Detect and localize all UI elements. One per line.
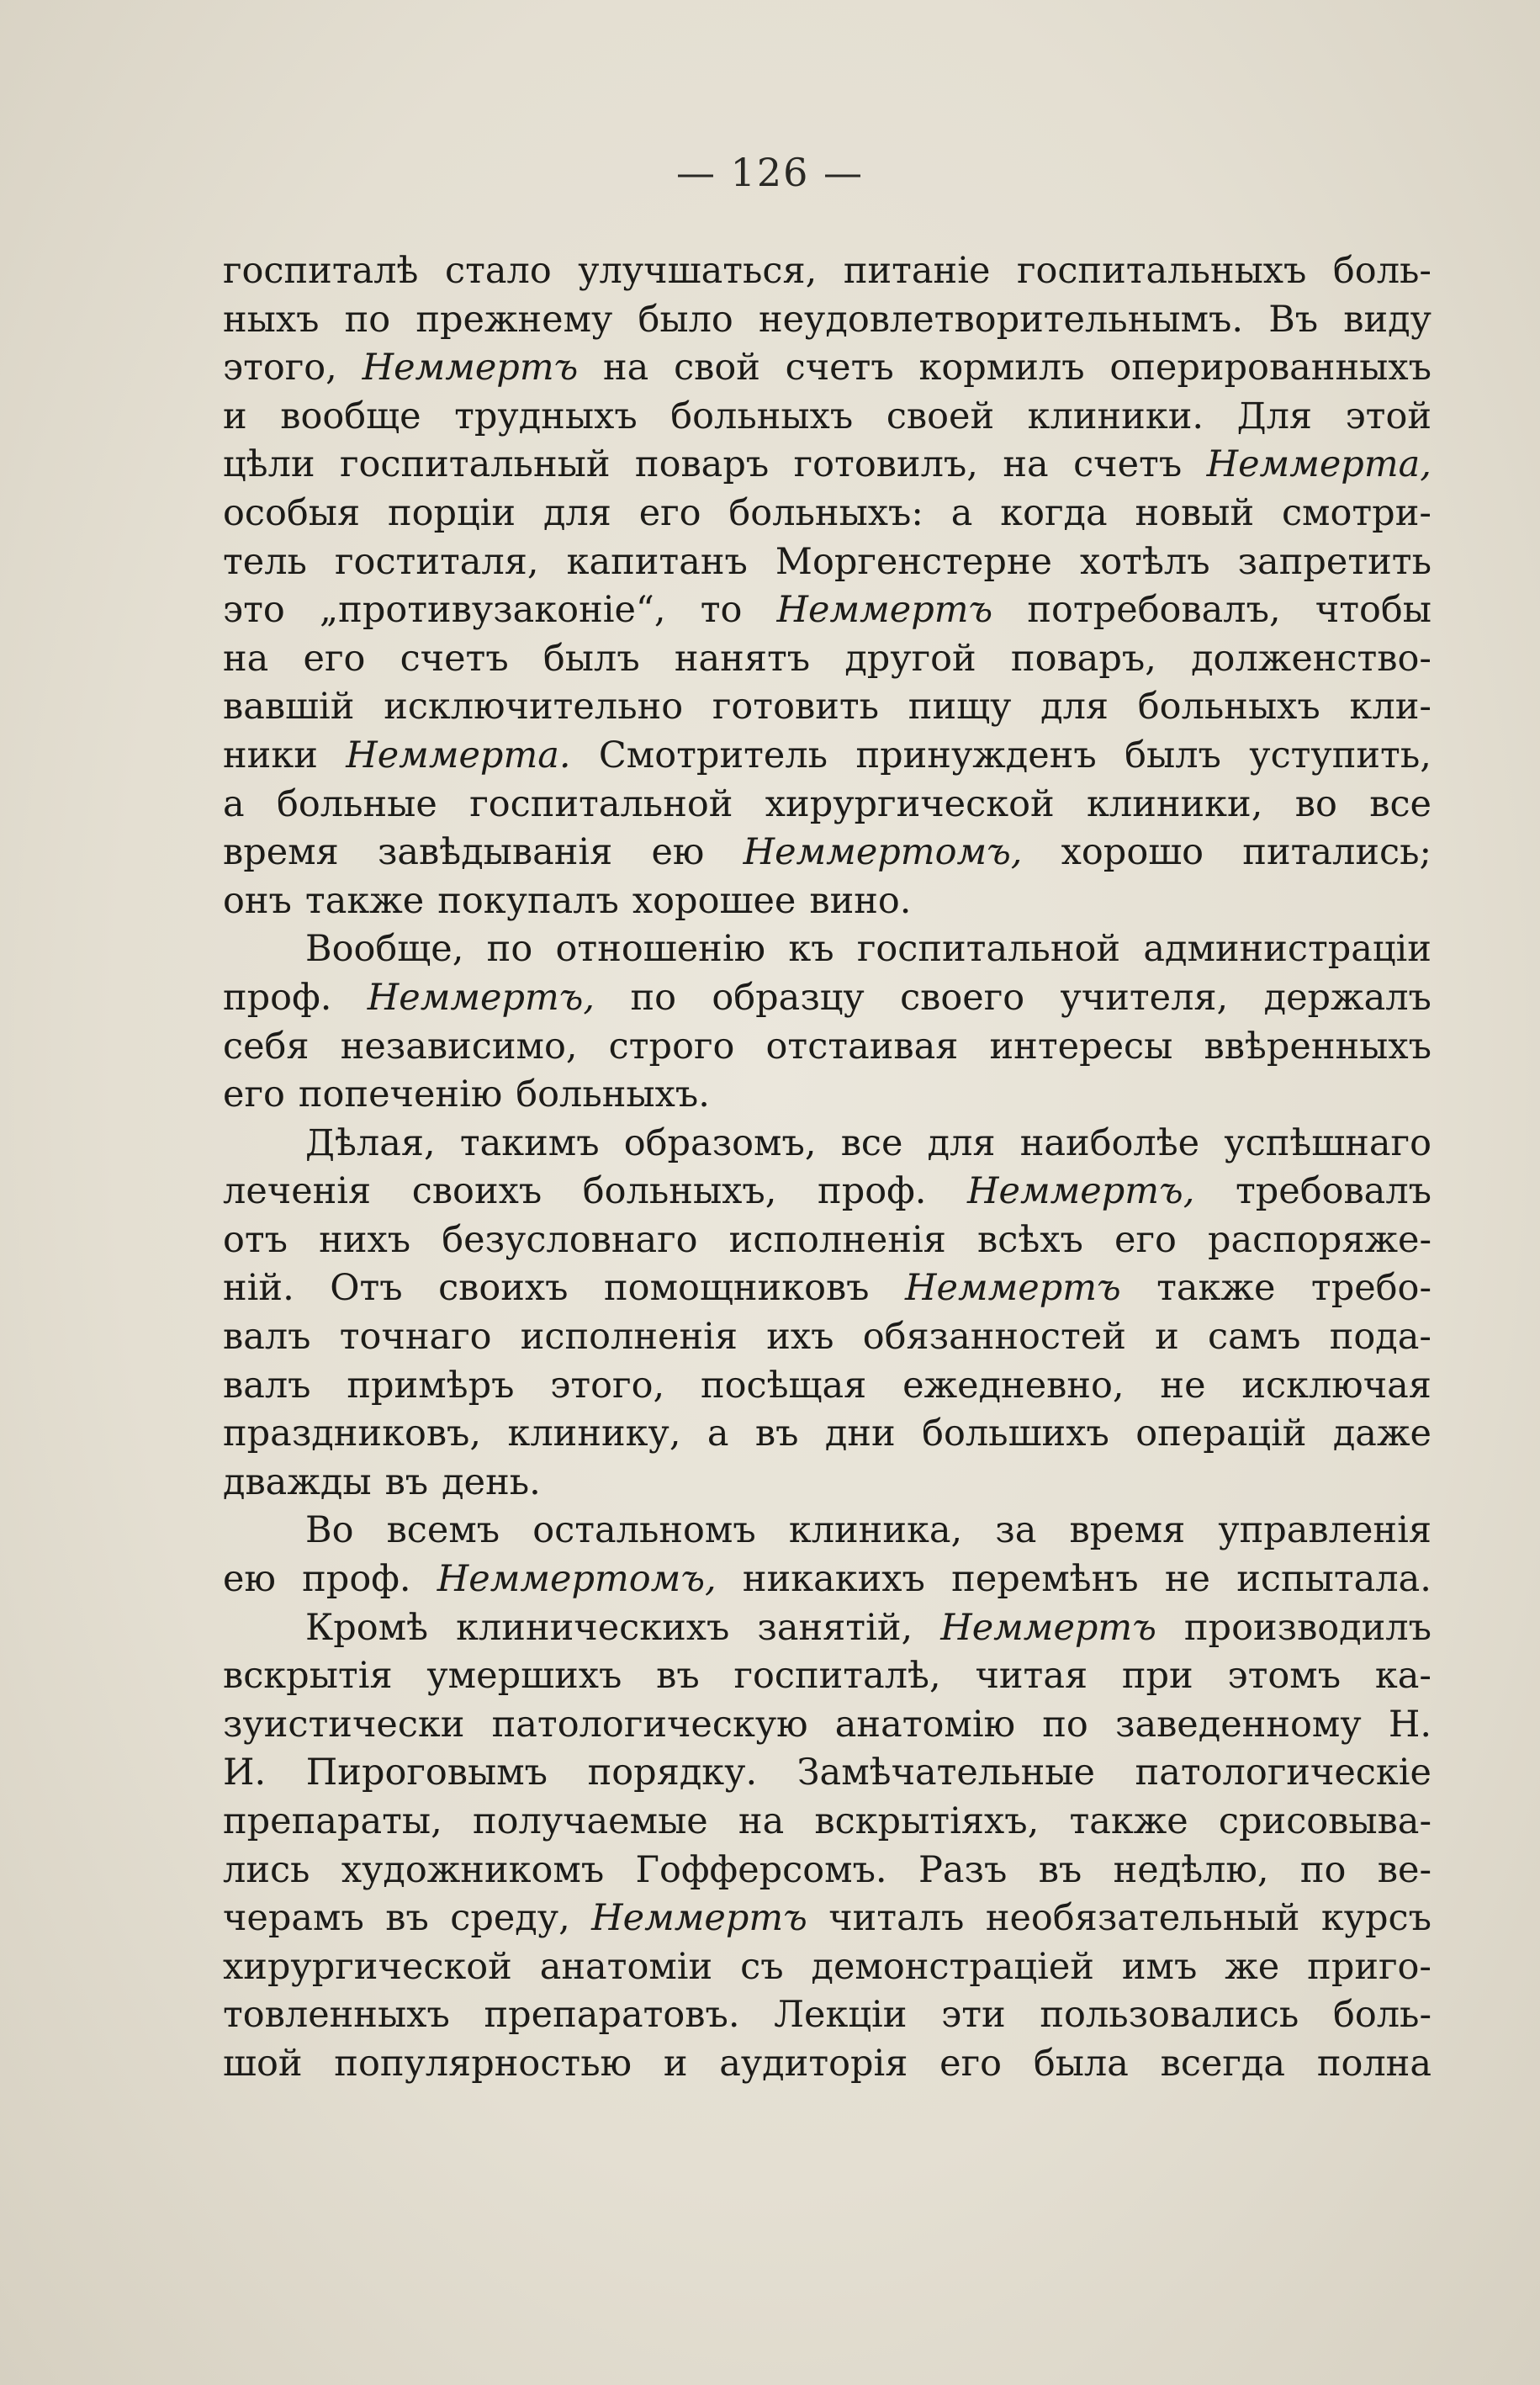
word: при — [1121, 1655, 1193, 1698]
word: успѣшнаго — [1224, 1121, 1432, 1164]
word: среду, — [450, 1897, 570, 1940]
word: а — [223, 782, 245, 825]
word: исключая — [1241, 1364, 1432, 1407]
text-line — [223, 635, 1432, 684]
word: улучшаться, — [578, 250, 818, 292]
word: читая — [975, 1655, 1088, 1698]
word: была — [1033, 2042, 1129, 2085]
word: не — [1160, 1364, 1206, 1407]
word: клинику, — [507, 1412, 681, 1455]
text-line — [223, 732, 1432, 781]
word: не — [1164, 1558, 1210, 1601]
text-line — [223, 1749, 1432, 1798]
word: по — [1299, 1848, 1347, 1891]
word: для — [1040, 686, 1109, 729]
word: клиника, — [788, 1509, 963, 1552]
word: госпитальной — [856, 928, 1121, 971]
word: Отъ — [330, 1267, 403, 1310]
word: свой — [674, 347, 760, 390]
word: интересы — [989, 1025, 1173, 1068]
word: а — [706, 1412, 729, 1455]
text-line — [223, 1847, 1432, 1895]
word: отъ — [223, 1218, 288, 1261]
word: и — [1155, 1316, 1179, 1359]
word: во — [1294, 782, 1337, 825]
word: Для — [1236, 395, 1313, 437]
text-line — [223, 1459, 1432, 1508]
word: былъ — [542, 637, 640, 680]
italic-word: Неммертъ, — [967, 1170, 1195, 1213]
word: И. — [223, 1752, 267, 1794]
word: даже — [1332, 1412, 1432, 1455]
word: а — [950, 491, 973, 534]
word: по — [486, 928, 533, 971]
word: приго- — [1307, 1945, 1432, 1988]
word: читалъ — [828, 1897, 965, 1940]
word: смотри- — [1281, 491, 1432, 534]
word: демонстраціей — [811, 1945, 1094, 1988]
italic-word: Неммертъ — [776, 589, 993, 632]
word: по — [1042, 1703, 1088, 1746]
word: стало — [445, 250, 552, 292]
word: препараты, — [223, 1800, 442, 1842]
text-line — [223, 1507, 1432, 1556]
word: популярностью — [334, 2042, 632, 2085]
word: все — [1369, 782, 1432, 825]
word: счетъ — [400, 637, 509, 680]
word: ввѣренныхъ — [1204, 1025, 1432, 1068]
word: ихъ — [766, 1316, 834, 1359]
text-line — [223, 247, 1432, 296]
text-line — [223, 393, 1432, 442]
word: больныхъ: — [728, 491, 923, 534]
word: уступить, — [1249, 734, 1432, 776]
italic-word: Неммертъ — [905, 1267, 1121, 1310]
text-line — [223, 1071, 1432, 1120]
word: патологическую — [491, 1703, 808, 1746]
word: помощниковъ — [604, 1267, 870, 1310]
word: и — [223, 395, 247, 437]
word: покупалъ — [437, 879, 619, 922]
word: больныхъ, — [582, 1170, 777, 1213]
word: клиническихъ — [456, 1606, 730, 1649]
word: другой — [844, 637, 976, 680]
word: обязанностей — [862, 1316, 1126, 1359]
text-line — [223, 877, 1432, 926]
word: этого, — [223, 347, 337, 390]
word: въ — [656, 1655, 700, 1698]
word: было — [638, 298, 733, 341]
text-line — [223, 1168, 1432, 1216]
text-line — [223, 1410, 1432, 1459]
word: порядку. — [587, 1752, 758, 1794]
word: анатоміи — [539, 1945, 713, 1988]
word: посѣщая — [700, 1364, 867, 1407]
word: требовалъ — [1235, 1170, 1432, 1213]
word: исполненія — [520, 1316, 738, 1359]
word: точнаго — [339, 1316, 492, 1359]
word: независимо, — [340, 1025, 578, 1068]
word: питались; — [1242, 831, 1432, 874]
word: шой — [223, 2042, 303, 2085]
word: отстаивая — [765, 1025, 959, 1068]
word: держалъ — [1263, 976, 1432, 1019]
word: недѣлю, — [1113, 1848, 1269, 1891]
word: примѣръ — [347, 1364, 515, 1407]
page-number: — 126 — — [675, 150, 865, 195]
word: Въ — [1268, 298, 1319, 341]
word: черамъ — [223, 1897, 364, 1940]
word: себя — [223, 1025, 310, 1068]
word: проф. — [302, 1558, 411, 1601]
word: проф. — [223, 976, 332, 1019]
word: порціи — [387, 491, 516, 534]
word: виду — [1343, 298, 1432, 341]
word: клиники, — [1087, 782, 1263, 825]
word: Лекціи — [774, 1994, 908, 2037]
word: боль- — [1332, 1994, 1432, 2037]
word: образцу — [712, 976, 865, 1019]
word: поваръ — [634, 443, 770, 486]
text-line — [223, 829, 1432, 877]
word: принужденъ — [855, 734, 1097, 776]
word: пода- — [1329, 1316, 1432, 1359]
word: готовилъ, — [793, 443, 978, 486]
word: Пироговымъ — [305, 1752, 548, 1794]
word: Во — [305, 1509, 354, 1552]
italic-word: Неммертъ — [940, 1606, 1156, 1649]
word: капитанъ — [566, 540, 748, 583]
word: операцій — [1135, 1412, 1307, 1455]
word: „противузаконіе“, — [319, 589, 666, 632]
text-line — [223, 1943, 1432, 1992]
word: трудныхъ — [454, 395, 638, 437]
word: Замѣчательные — [796, 1752, 1095, 1794]
word: хирургической — [223, 1945, 512, 1988]
word: ники — [223, 734, 318, 776]
word: Гофферсомъ. — [635, 1848, 887, 1891]
word: прежнему — [415, 298, 613, 341]
word: хорошее — [632, 879, 796, 922]
word: пищу — [908, 686, 1012, 729]
word: питаніе — [843, 250, 991, 292]
word: къ — [788, 928, 834, 971]
word: долженство- — [1191, 637, 1432, 680]
word: его — [939, 2042, 1003, 2085]
word: вскрытія — [223, 1655, 393, 1698]
text-line — [223, 1895, 1432, 1943]
word: никакихъ — [742, 1558, 925, 1601]
word: всемъ — [386, 1509, 500, 1552]
word: время — [223, 831, 339, 874]
word: завѣдыванія — [377, 831, 613, 874]
word: хотѣлъ — [1080, 540, 1210, 583]
word: валъ — [223, 1364, 311, 1407]
word: остальномъ — [532, 1509, 756, 1552]
text-line — [223, 344, 1432, 393]
text-line — [223, 1991, 1432, 2040]
word: въ — [385, 1897, 429, 1940]
word: его — [223, 1073, 285, 1116]
word: патологическіе — [1135, 1752, 1432, 1794]
word: же — [1225, 1945, 1280, 1988]
text-line — [223, 586, 1432, 635]
word: Н. — [1388, 1703, 1432, 1746]
word: чтобы — [1315, 589, 1432, 632]
word: строго — [608, 1025, 735, 1068]
italic-word: Неммерта. — [346, 734, 571, 776]
word: также — [1069, 1800, 1188, 1842]
text-line — [223, 1264, 1432, 1313]
text-line — [223, 683, 1432, 732]
word: и — [663, 2042, 688, 2085]
word: по — [344, 298, 391, 341]
word: былъ — [1125, 734, 1221, 776]
word: необязательный — [985, 1897, 1300, 1940]
word: этомъ — [1227, 1655, 1342, 1698]
word: умершихъ — [426, 1655, 622, 1698]
text-line — [223, 1556, 1432, 1604]
word: производилъ — [1183, 1606, 1432, 1649]
word: своихъ — [438, 1267, 569, 1310]
word: поваръ, — [1010, 637, 1156, 680]
word: дважды — [223, 1460, 372, 1503]
body-text — [223, 247, 1432, 2089]
word: аудиторія — [719, 2042, 908, 2085]
word: счетъ — [1073, 443, 1183, 486]
word: отношенію — [555, 928, 766, 971]
word: на — [738, 1800, 785, 1842]
text-line — [223, 296, 1432, 345]
word: въ — [384, 1460, 429, 1503]
word: зуистически — [223, 1703, 465, 1746]
word: ній. — [223, 1267, 294, 1310]
word: все — [840, 1121, 903, 1164]
word: большихъ — [922, 1412, 1109, 1455]
word: боль- — [1332, 250, 1432, 292]
word: его — [303, 637, 366, 680]
word: самъ — [1207, 1316, 1301, 1359]
word: госпитальный — [339, 443, 611, 486]
word: день. — [442, 1460, 541, 1503]
italic-word: Неммертомъ, — [437, 1558, 717, 1601]
text-line — [223, 2040, 1432, 2089]
word: вообще — [280, 395, 421, 437]
word: нихъ — [319, 1218, 411, 1261]
text-line — [223, 441, 1432, 490]
word: его — [638, 491, 701, 534]
italic-word: Неммертъ, — [367, 976, 595, 1019]
word: заведенному — [1115, 1703, 1362, 1746]
word: валъ — [223, 1316, 311, 1359]
word: его — [1114, 1218, 1177, 1261]
word: своихъ — [411, 1170, 542, 1213]
word: госпитальной — [469, 782, 733, 825]
text-line — [223, 1652, 1432, 1701]
word: для — [927, 1121, 996, 1164]
word: по — [630, 976, 677, 1019]
word: занятій, — [757, 1606, 913, 1649]
text-line — [223, 1313, 1432, 1362]
word: Разъ — [918, 1848, 1008, 1891]
word: счетъ — [785, 347, 894, 390]
text-line — [223, 1362, 1432, 1411]
word: требо- — [1310, 1267, 1432, 1310]
text-line — [223, 974, 1432, 1023]
word: Кромѣ — [305, 1606, 429, 1649]
word: въ — [1038, 1848, 1082, 1891]
text-line — [223, 1120, 1432, 1169]
word: дни — [824, 1412, 896, 1455]
word: то — [700, 589, 743, 632]
word: ею — [223, 1558, 276, 1601]
word: своего — [900, 976, 1025, 1019]
word: кли- — [1349, 686, 1432, 729]
word: съ — [740, 1945, 784, 1988]
word: также — [304, 879, 425, 922]
word: онъ — [223, 879, 292, 922]
word: препаратовъ. — [484, 1994, 740, 2037]
word: больныхъ — [670, 395, 854, 437]
italic-word: Неммертъ — [362, 347, 579, 390]
text-line — [223, 538, 1432, 587]
text-line — [223, 1023, 1432, 1072]
word: художникомъ — [341, 1848, 605, 1891]
word: нанятъ — [674, 637, 811, 680]
text-line — [223, 925, 1432, 974]
word: готовить — [712, 686, 880, 729]
word: пользовались — [1040, 1994, 1299, 2037]
word: это — [223, 589, 285, 632]
word: гоститаля, — [335, 540, 539, 583]
word: для — [542, 491, 611, 534]
word: срисовыва- — [1218, 1800, 1432, 1842]
word: когда — [1000, 491, 1108, 534]
word: запретить — [1237, 540, 1432, 583]
word: Смотритель — [598, 734, 828, 776]
word: ка- — [1374, 1655, 1432, 1698]
word: вавшій — [223, 686, 355, 729]
word: вскрытіяхъ, — [814, 1800, 1040, 1842]
word: на — [223, 637, 269, 680]
word: проф. — [818, 1170, 927, 1213]
italic-word: Неммертъ — [591, 1897, 807, 1940]
text-line — [223, 490, 1432, 538]
word: клиники. — [1027, 395, 1204, 437]
word: администраціи — [1143, 928, 1432, 971]
word: лись — [223, 1848, 310, 1891]
word: госпиталѣ — [223, 250, 419, 292]
text-line — [223, 1216, 1432, 1265]
word: такимъ — [459, 1121, 600, 1164]
word: курсъ — [1320, 1897, 1432, 1940]
word: распоряже- — [1208, 1218, 1432, 1261]
word: этого, — [550, 1364, 665, 1407]
word: также — [1156, 1267, 1276, 1310]
word: образомъ, — [623, 1121, 817, 1164]
word: всегда — [1160, 2042, 1286, 2085]
word: леченія — [223, 1170, 372, 1213]
word: эти — [941, 1994, 1006, 2037]
word: больные — [277, 782, 437, 825]
word: этой — [1345, 395, 1432, 437]
word: особыя — [223, 491, 361, 534]
word: потребовалъ, — [1027, 589, 1281, 632]
word: вино. — [809, 879, 912, 922]
word: хорошо — [1061, 831, 1204, 874]
word: учителя, — [1060, 976, 1229, 1019]
word: кормилъ — [918, 347, 1085, 390]
word: больныхъ — [1137, 686, 1320, 729]
word: тель — [223, 540, 307, 583]
word: исключительно — [384, 686, 684, 729]
word: Моргенстерне — [775, 540, 1052, 583]
word: ежедневно, — [902, 1364, 1125, 1407]
word: оперированныхъ — [1109, 347, 1432, 390]
word: получаемые — [472, 1800, 708, 1842]
word: Дѣлая, — [305, 1121, 436, 1164]
word: перемѣнъ — [951, 1558, 1139, 1601]
word: новый — [1135, 491, 1255, 534]
text-line — [223, 781, 1432, 829]
text-line — [223, 1701, 1432, 1750]
word: наиболѣе — [1019, 1121, 1200, 1164]
word: на — [603, 347, 649, 390]
word: за — [995, 1509, 1037, 1552]
word: всѣхъ — [977, 1218, 1083, 1261]
word: Вообще, — [305, 928, 464, 971]
word: больныхъ. — [516, 1073, 710, 1116]
italic-word: Неммертомъ, — [743, 831, 1023, 874]
word: госпиталѣ, — [733, 1655, 941, 1698]
word: полна — [1316, 2042, 1432, 2085]
italic-word: Неммерта, — [1206, 443, 1432, 486]
word: ве- — [1377, 1848, 1432, 1891]
word: на — [1003, 443, 1049, 486]
word: управленія — [1218, 1509, 1432, 1552]
word: имъ — [1121, 1945, 1198, 1988]
word: ныхъ — [223, 298, 320, 341]
text-line — [223, 1604, 1432, 1653]
word: время — [1069, 1509, 1186, 1552]
word: товленныхъ — [223, 1994, 450, 2037]
word: праздниковъ, — [223, 1412, 482, 1455]
word: въ — [754, 1412, 799, 1455]
word: безусловнаго — [442, 1218, 698, 1261]
word: госпитальныхъ — [1016, 250, 1307, 292]
word: своей — [886, 395, 995, 437]
word: анатомію — [834, 1703, 1016, 1746]
word: попеченію — [298, 1073, 503, 1116]
word: исполненія — [728, 1218, 946, 1261]
word: хирургической — [765, 782, 1055, 825]
word: цѣли — [223, 443, 315, 486]
word: неудовлетворительнымъ. — [758, 298, 1244, 341]
word: ею — [651, 831, 705, 874]
word: испытала. — [1236, 1558, 1432, 1601]
text-line — [223, 1798, 1432, 1847]
